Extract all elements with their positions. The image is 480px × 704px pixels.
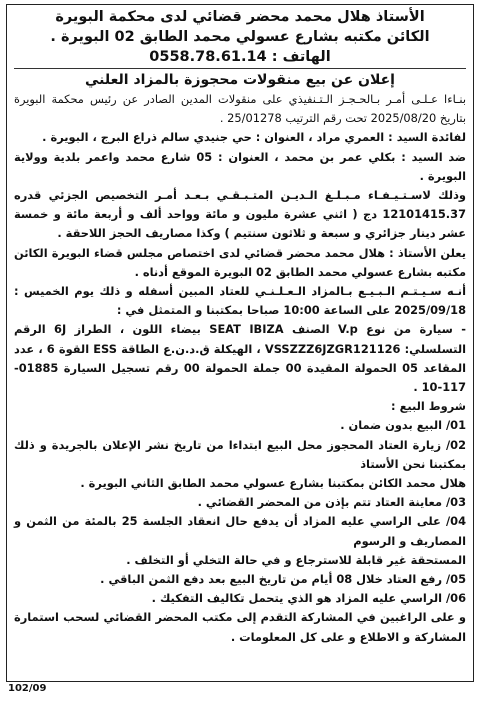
- debt-amount-paragraph: وذلك لاسـتـيـفـاء مـبـلـغ الـديـن المتـبـقـي بـعـد أمـر التخصيص الجزئي قدره 12101415.37 دج ( اثني عشرة مليون و مائة وواحد ألف و أربعة مائة و خمسة عشر دينار جزائري و سبعة و ثلاثون سنتيم ) وكذا مصاريف الحجز اللاحقة .: [14, 188, 466, 241]
- sale-date-paragraph: أنـه سـيـتـم الـبـيـع بـالمزاد الـعـلـنـي للعتاد المبين أسفله و ذلك يوم الخميس : 2025/09/18 على الساعة 10:00 صباحا بمكتبنا و المتمثل في :: [14, 284, 466, 318]
- condition-item: 03/ معاينة العتاد تتم بإذن من المحضر القضائي .: [197, 495, 466, 510]
- condition-item: المستحقة غير قابلة للاسترجاع و في حالة التخلي أو التخلف .: [126, 552, 466, 567]
- page-badge: 102/09: [8, 683, 47, 694]
- closing-paragraph: و على الراغبين في المشاركة التقدم إلى مكتب المحضر القضائي لسحب استمارة المشاركة و الاطلاع و على كل المعلومات .: [14, 610, 466, 644]
- condition-item: 06/ الراسي عليه المزاد هو الذي يتحمل تكاليف التفكيك .: [151, 591, 466, 606]
- condition-item: 05/ رفع العتاد خلال 08 أيام من تاريخ البيع بعد دفع الثمن الباقي .: [100, 572, 466, 587]
- notice-title: إعلان عن بيع منقولات محجوزة بالمزاد العلني: [85, 72, 395, 88]
- debtor-line: ضد السيد : بكلي عمر بن محمد ، العنوان : 05 شارع محمد واعمر بلدية وولاية البويرة .: [14, 149, 466, 183]
- divider: [14, 68, 466, 69]
- condition-item: 02/ زيارة العتاد المحجوز محل البيع ابتداءا من تاريخ نشر الإعلان بالجريدة و ذلك بمكتبنا نحن الأستاذ: [14, 437, 466, 471]
- bailiff-name-line: الأستاذ هلال محمد محضر قضائي لدى محكمة البويرة: [55, 9, 425, 25]
- phone-line: الهاتف : 0558.78.61.14: [149, 49, 331, 65]
- creditor-line: لفائدة السيد : العمري مراد ، العنوان : حي جنيدي سالم ذراع البرج ، البويرة .: [42, 130, 466, 145]
- order-paragraph: بنـاءا عـلـى أمـر بـالحـجـز الـتـنفيذي على منقولات المدين الصادر عن رئيس محكمة البويرة بتاريخ 2025/08/20 تحت رقم الترتيب 25/01278 .: [14, 92, 466, 126]
- condition-item: 01/ البيع بدون ضمان .: [340, 418, 466, 433]
- announcement-paragraph: يعلن الأستاذ : هلال محمد محضر قضائي لدى اختصاص مجلس قضاء البويرة الكائن مكتبه بشارع عسولي محمد الطابق 02 البويرة الموقع أدناه .: [14, 245, 466, 279]
- office-address-line: الكائن مكتبه بشارع عسولي محمد الطابق 02 البويرة .: [50, 29, 430, 45]
- notice-box: [6, 4, 474, 682]
- condition-item: 04/ على الراسي عليه المزاد أن يدفع حال انعقاد الجلسة 25 بالمئة من الثمن و المصاريف و الرسوم: [14, 514, 466, 548]
- vehicle-description: - سيارة من نوع V.p الصنف SEAT IBIZA بيضاء اللون ، الطراز 6J الرقم التسلسلي: VSSZZZ6JZGR121126 ، الهيكلة ق.د.ن.ع الطاقة ESS القوة 6 ، عدد المقاعد 05 الحمولة المقيدة 00 جملة الحمولة 00 رقم تسجيل السيارة 01885-117-10 .: [14, 322, 467, 395]
- condition-item: هلال محمد الكائن بمكتبنا بشارع عسولي محمد الطابق الثاني البويرة .: [80, 476, 466, 491]
- conditions-title: شروط البيع :: [391, 399, 466, 414]
